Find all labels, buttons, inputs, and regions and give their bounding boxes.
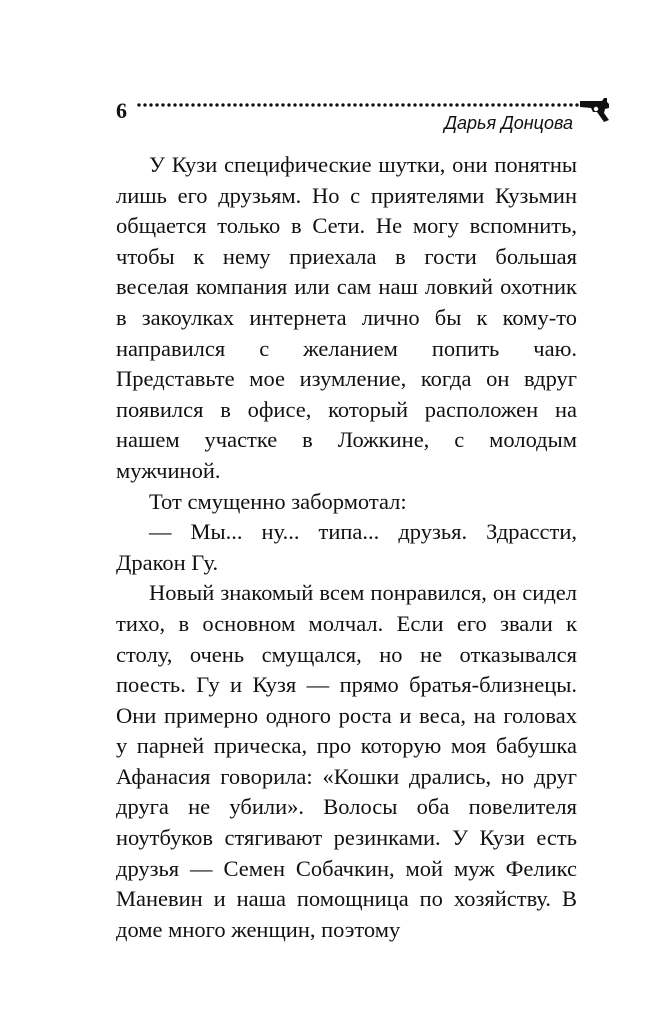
running-head-author: Дарья Донцова: [444, 113, 573, 133]
book-text: [116, 150, 577, 945]
revolver-icon: [578, 95, 612, 123]
paragraph: Новый знакомый всем понравился, он сидел тихо, в основном молчал. Если его звали к столу, очень смущался, но не отказывался поесть. Гу и Кузя — прямо братья-близнецы. Они примерно одного роста и веса, на головах у парней прическа, про которую моя бабушка Афанасия говорила: «Кошки дрались, но друг друга не убили». Волосы оба повелителя ноутбуков стягивают резинками. У Кузи есть друзья — Семен Собачкин, мой муж Феликс Маневин и наша помощница по хозяйству. В доме много женщин, поэтому: [116, 580, 577, 942]
page-number: 6: [116, 98, 127, 123]
dotted-rule: [136, 102, 584, 108]
page-header: [0, 0, 661, 150]
paragraph: Тот смущенно забормотал:: [149, 488, 407, 514]
paragraph: — Мы... ну... типа... друзья. Здрасcти, Дракон Гу.: [116, 519, 577, 575]
paragraph: У Кузи специфические шутки, они понятны лишь его друзьям. Но с приятелями Кузьмин общается только в Сети. Не могу вспомнить, чтобы к нему приехала в гости большая веселая компания или сам наш ловкий охотник в закоулках интернета лично бы к кому-то направился с желанием попить чаю. Представьте мое изумление, когда он вдруг появился в офисе, который расположен на нашем участке в Ложкине, с молодым мужчиной.: [116, 152, 577, 483]
